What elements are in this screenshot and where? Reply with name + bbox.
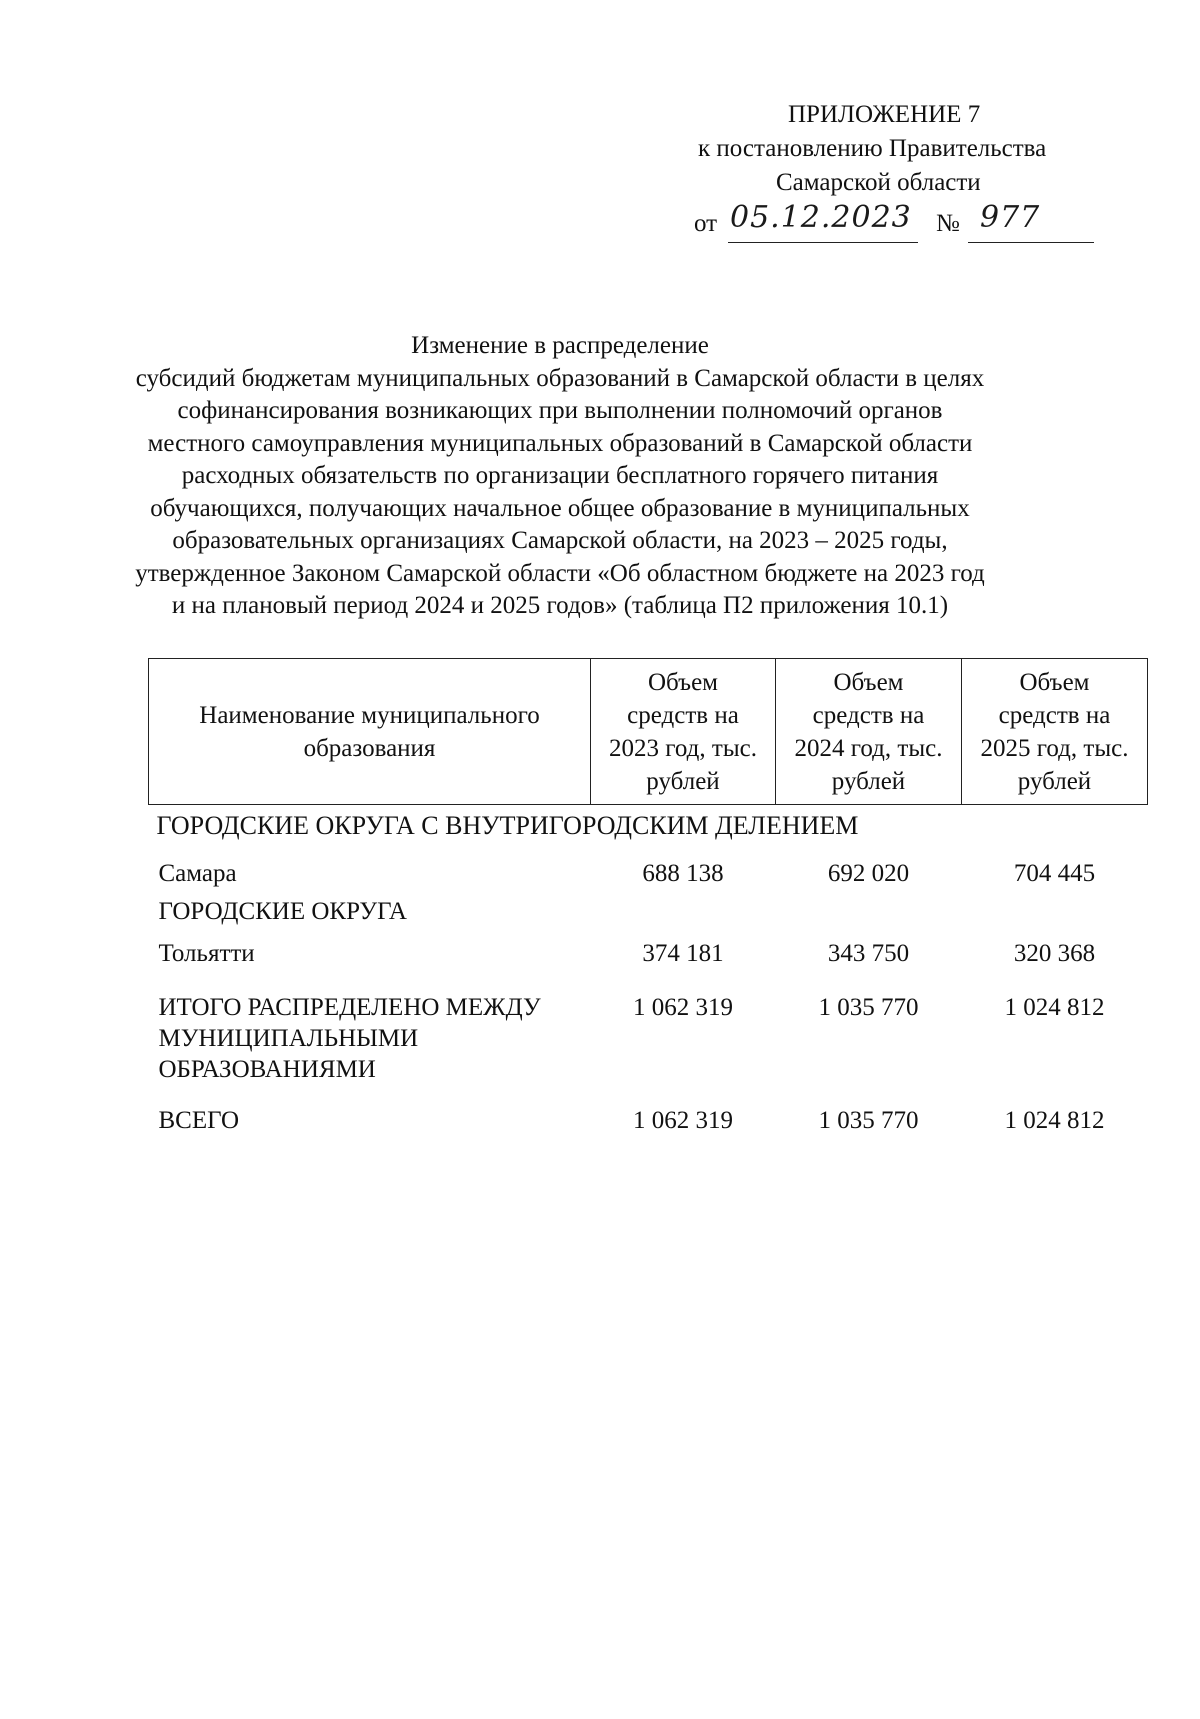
requisites-line: [640, 202, 1100, 242]
resolution-reference: к постановлению Правительства: [698, 135, 1047, 162]
handwritten-number: 977: [980, 200, 1041, 235]
title-line: утвержденное Законом Самарской области «Об областном бюджете на 2023 год: [135, 559, 985, 587]
header-2024: Объем средств на 2024 год, тыс. рублей: [776, 659, 962, 805]
value-2024: 343 750: [827, 940, 910, 967]
row-name: Тольятти: [158, 940, 255, 967]
header-2025: Объем средств на 2025 год, тыс. рублей: [962, 659, 1148, 805]
value-2023: 1 062 319: [633, 1107, 733, 1134]
table-header-row: [149, 659, 1148, 805]
value-2024: 1 035 770: [818, 994, 919, 1021]
appendix-header: [640, 98, 1100, 242]
value-2025: 320 368: [1013, 940, 1096, 967]
title-line: и на плановый период 2024 и 2025 годов» (таблица П2 приложения 10.1): [171, 592, 949, 619]
handwritten-date: 05.12.2023: [730, 200, 912, 235]
table-row-total: [149, 1105, 1148, 1145]
title-line: субсидий бюджетам муниципальных образований в Самарской области в целях: [135, 364, 985, 392]
value-2025: 704 445: [1013, 860, 1096, 887]
row-name: ВСЕГО: [158, 1107, 240, 1134]
section-row: [149, 805, 1148, 851]
section-urban-districts-with-division: ГОРОДСКИЕ ОКРУГА С ВНУТРИГОРОДСКИМ ДЕЛЕНИЕМ: [156, 811, 859, 840]
appendix-title: ПРИЛОЖЕНИЕ 7: [788, 101, 981, 128]
number-underline: [968, 242, 1094, 243]
section-urban-districts: ГОРОДСКИЕ ОКРУГА: [158, 898, 407, 925]
document-title: [120, 330, 1000, 623]
title-line: местного самоуправления муниципальных образований в Самарской области: [147, 429, 973, 457]
section-row: [149, 896, 1148, 928]
title-line: обучающихся, получающих начальное общее образование в муниципальных: [150, 494, 970, 522]
value-2023: 688 138: [642, 860, 724, 887]
row-name: Самара: [158, 860, 237, 887]
value-2025: 1 024 812: [1004, 994, 1105, 1021]
distribution-table: [148, 658, 1148, 1145]
value-2023: 374 181: [642, 940, 724, 967]
header-2023: Объем средств на 2023 год, тыс. рублей: [591, 659, 776, 805]
header-municipality: Наименование муниципального образования: [149, 659, 591, 805]
region-name: Самарской области: [776, 169, 981, 196]
title-line: расходных обязательств по организации бесплатного горячего питания: [181, 462, 939, 489]
date-underline: [728, 242, 918, 243]
number-sign: №: [936, 210, 960, 237]
table-row: [149, 850, 1148, 896]
value-2023: 1 062 319: [633, 994, 733, 1021]
value-2024: 1 035 770: [818, 1107, 919, 1134]
title-line: Изменение в распределение: [411, 332, 709, 359]
title-line: образовательных организациях Самарской области, на 2023 – 2025 годы,: [172, 527, 948, 554]
value-2024: 692 020: [827, 860, 910, 887]
date-prefix: от: [694, 210, 718, 237]
title-line: софинансирования возникающих при выполнении полномочий органов: [177, 397, 943, 424]
row-name: ИТОГО РАСПРЕДЕЛЕНО МЕЖДУ МУНИЦИПАЛЬНЫМИ ОБРАЗОВАНИЯМИ: [158, 994, 541, 1083]
value-2025: 1 024 812: [1004, 1107, 1105, 1134]
table-row: [149, 928, 1148, 992]
table-row-subtotal: [149, 992, 1148, 1105]
